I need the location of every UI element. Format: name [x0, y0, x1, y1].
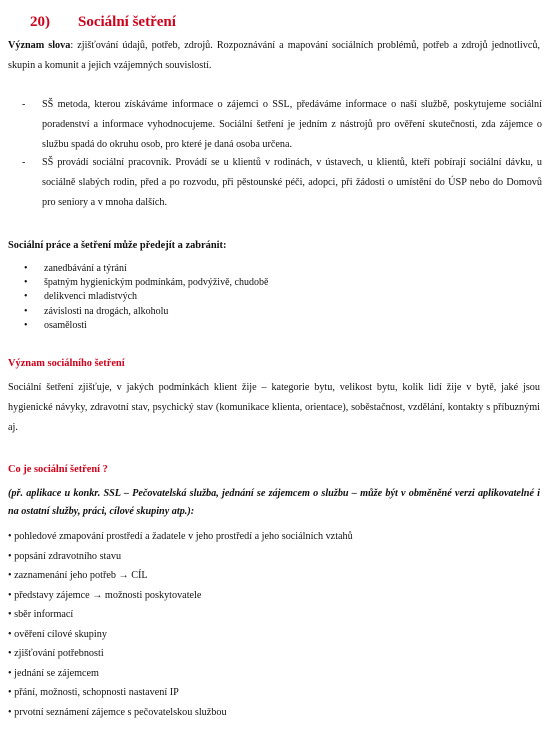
dash-item-text: SŠ metoda, kterou získáváme informace o zájemci o SSL, předáváme informace o naší službě, poskytujeme sociální poradenství a informace vyhodnocujeme. Sociální šetření je jedním z nástrojů pro ověření skutečnosti, zda zájemce o službu spadá do okruhu osob, pro které je daná osoba určena. [42, 99, 542, 150]
dash-marker: - [22, 157, 26, 168]
list-item: • představy zájemce → možnosti poskytovatele [8, 586, 353, 606]
what-is-list [8, 527, 353, 722]
list-item: • sběr informací [8, 605, 353, 625]
section-number: 20) [30, 14, 50, 30]
prevention-list [22, 262, 268, 333]
intro-paragraph [8, 36, 540, 76]
list-item: • pohledové zmapování prostředí a žadatele v jeho prostředí a jeho sociálních vztahů [8, 527, 353, 547]
prevention-heading: Sociální práce a šetření může předejít a zabránit: [8, 240, 227, 251]
dash-item-text: SŠ provádí sociální pracovník. Provádí se u klientů v rodinách, v ústavech, u klientů, kteří pobírají sociální dávku, u sociálně slabých rodin, před a po rozvodu, při pěstounské péči, adopci, při žádosti o umístění do ÚSP nebo do Domovů pro seniory a v mnoha dalších. [42, 157, 542, 208]
what-is-heading: Co je sociální šetření ? [8, 464, 108, 475]
list-item: • delikvenci mladistvých [22, 290, 268, 304]
what-is-note: (př. aplikace u konkr. SSL – Pečovatelská služba, jednání se zájemcem o službu – může být v obměněné verzi aplikovatelné i na ostatní služby, práci, cílové skupiny atp.): [8, 488, 540, 517]
list-item: • špatným hygienickým podmínkám, podvýživě, chudobě [22, 276, 268, 290]
list-item: • popsání zdravotního stavu [8, 547, 353, 567]
intro-text: : zjišťování údajů, potřeb, zdrojů. Rozpoznávání a mapování sociálních problémů, potřeb a zdrojů jednotlivců, skupin a komunit a jejich vzájemných souvislostí. [8, 40, 541, 71]
meaning-paragraph: Sociální šetření zjišťuje, v jakých podmínkách klient žije – kategorie bytu, velikost bytu, kolik lidí žije v bytě, jaké jsou hygienické návyky, zdravotní stav, psychický stav (komunikace klienta, orientace), soběstačnost, vzdělání, kontakty s příbuznými aj. [8, 382, 540, 433]
page-title [30, 14, 176, 31]
section-title: Sociální šetření [78, 14, 176, 30]
meaning-heading: Význam sociálního šetření [8, 358, 125, 369]
list-item: • zjišťování potřebnosti [8, 644, 353, 664]
dash-item [22, 95, 542, 155]
list-item: • přání, možnosti, schopnosti nastavení IP [8, 683, 353, 703]
dash-item [22, 153, 542, 213]
list-item: • jednání se zájemcem [8, 664, 353, 684]
list-item: • zaznamenání jeho potřeb → CÍL [8, 566, 353, 586]
dash-marker: - [22, 99, 26, 110]
list-item: • závislosti na drogách, alkoholu [22, 305, 268, 319]
list-item: • prvotní seznámení zájemce s pečovatelskou službou [8, 703, 353, 723]
list-item: • ověření cílové skupiny [8, 625, 353, 645]
list-item: • osamělosti [22, 319, 268, 333]
intro-label: Význam slova [8, 40, 71, 51]
list-item: • zanedbávání a týrání [22, 262, 268, 276]
